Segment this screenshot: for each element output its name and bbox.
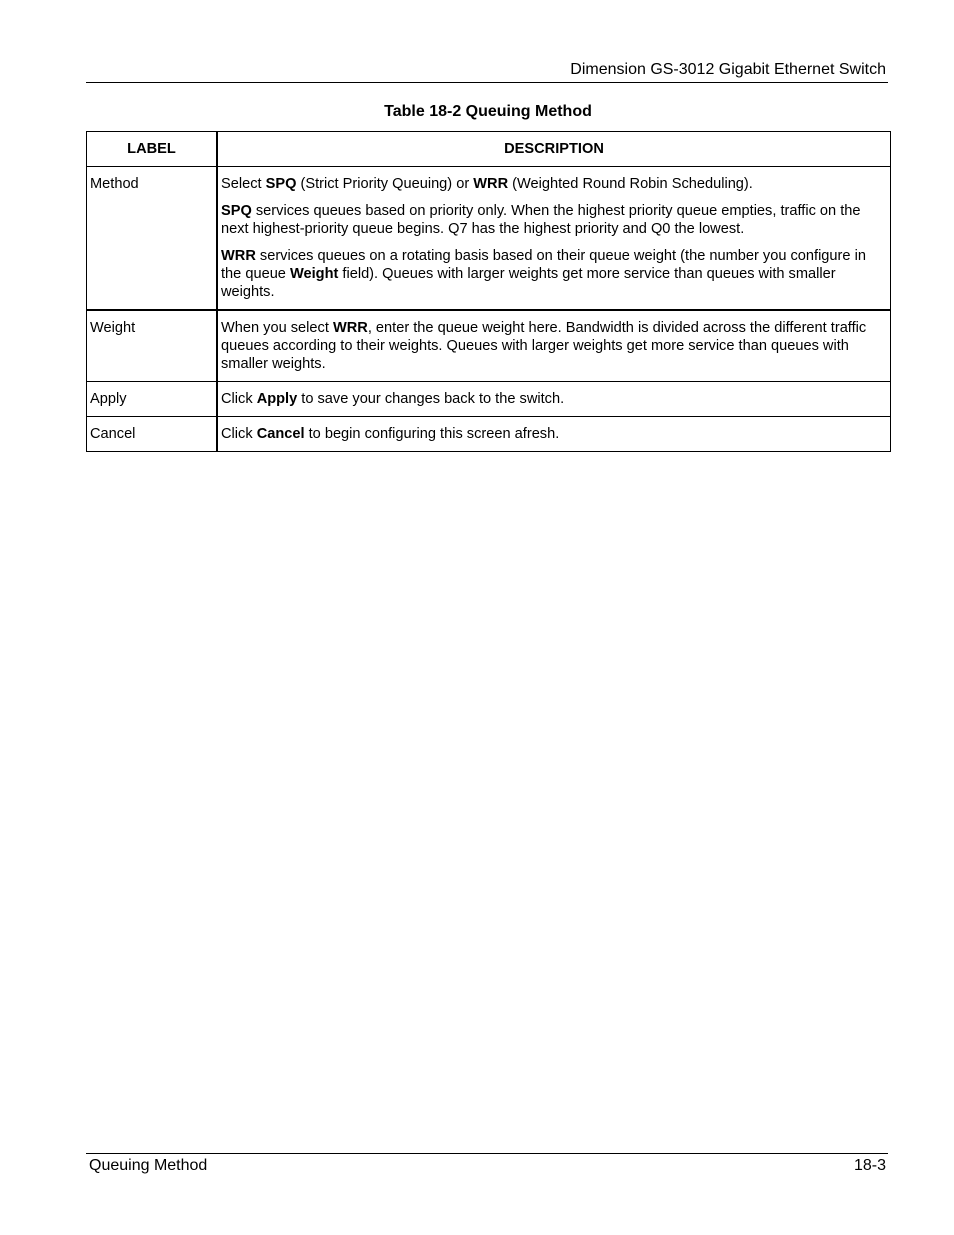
page-header bbox=[86, 60, 888, 83]
row-description bbox=[217, 167, 891, 311]
description-text: Click bbox=[221, 426, 257, 442]
row-label: Weight bbox=[87, 310, 218, 382]
emphasized-term: Apply bbox=[256, 391, 298, 407]
row-description bbox=[217, 382, 891, 417]
column-header-description: DESCRIPTION bbox=[217, 132, 891, 167]
description-paragraph bbox=[221, 202, 887, 238]
queuing-method-table bbox=[86, 131, 891, 452]
description-text: to begin configuring this screen afresh. bbox=[304, 426, 560, 442]
row-label: Apply bbox=[87, 382, 218, 417]
table-caption: Table 18-2 Queuing Method bbox=[384, 103, 592, 120]
document-title: Dimension GS-3012 Gigabit Ethernet Switch bbox=[570, 61, 886, 78]
description-text: field). Queues with larger weights get more service than queues with smaller weights. bbox=[221, 266, 836, 300]
description-text: , enter the queue weight here. Bandwidth is divided across the different traffic queues according to their weights. Queues with larger weights get more service than queues with smaller weights. bbox=[221, 320, 867, 372]
table-header-row bbox=[87, 132, 891, 167]
description-paragraph bbox=[221, 425, 887, 443]
description-paragraph bbox=[221, 390, 887, 408]
emphasized-term: SPQ bbox=[265, 176, 297, 192]
emphasized-term: SPQ bbox=[221, 203, 252, 219]
emphasized-term: Cancel bbox=[256, 426, 305, 442]
column-header-label: LABEL bbox=[87, 132, 218, 167]
table-row bbox=[87, 310, 891, 382]
description-text: (Weighted Round Robin Scheduling). bbox=[508, 176, 753, 192]
description-text: services queues based on priority only. When the highest priority queue empties, traffic on the next highest-priority queue begins. Q7 has the highest priority and Q0 the lowest. bbox=[221, 203, 861, 237]
description-text: When you select bbox=[221, 320, 333, 336]
row-label: Cancel bbox=[87, 417, 218, 452]
footer-section-title: Queuing Method bbox=[89, 1157, 208, 1174]
row-description bbox=[217, 310, 891, 382]
footer-page-number: 18-3 bbox=[853, 1157, 886, 1174]
emphasized-term: WRR bbox=[332, 320, 368, 336]
row-label: Method bbox=[87, 167, 218, 311]
emphasized-term: WRR bbox=[473, 176, 509, 192]
description-paragraph bbox=[221, 319, 887, 373]
description-text: Click bbox=[221, 391, 257, 407]
row-description bbox=[217, 417, 891, 452]
description-paragraph bbox=[221, 247, 887, 301]
page-footer bbox=[86, 1153, 888, 1174]
table-row bbox=[87, 382, 891, 417]
description-text: to save your changes back to the switch. bbox=[297, 391, 565, 407]
table-row bbox=[87, 167, 891, 311]
emphasized-term: WRR bbox=[221, 248, 256, 264]
table-body bbox=[87, 167, 891, 452]
description-paragraph bbox=[221, 175, 887, 193]
emphasized-term: Weight bbox=[289, 266, 339, 282]
description-text: services queues on a rotating basis based on their queue weight (the number you configure in the queue bbox=[221, 248, 866, 282]
description-text: (Strict Priority Queuing) or bbox=[296, 176, 474, 192]
description-text: Select bbox=[221, 176, 266, 192]
table-row bbox=[87, 417, 891, 452]
